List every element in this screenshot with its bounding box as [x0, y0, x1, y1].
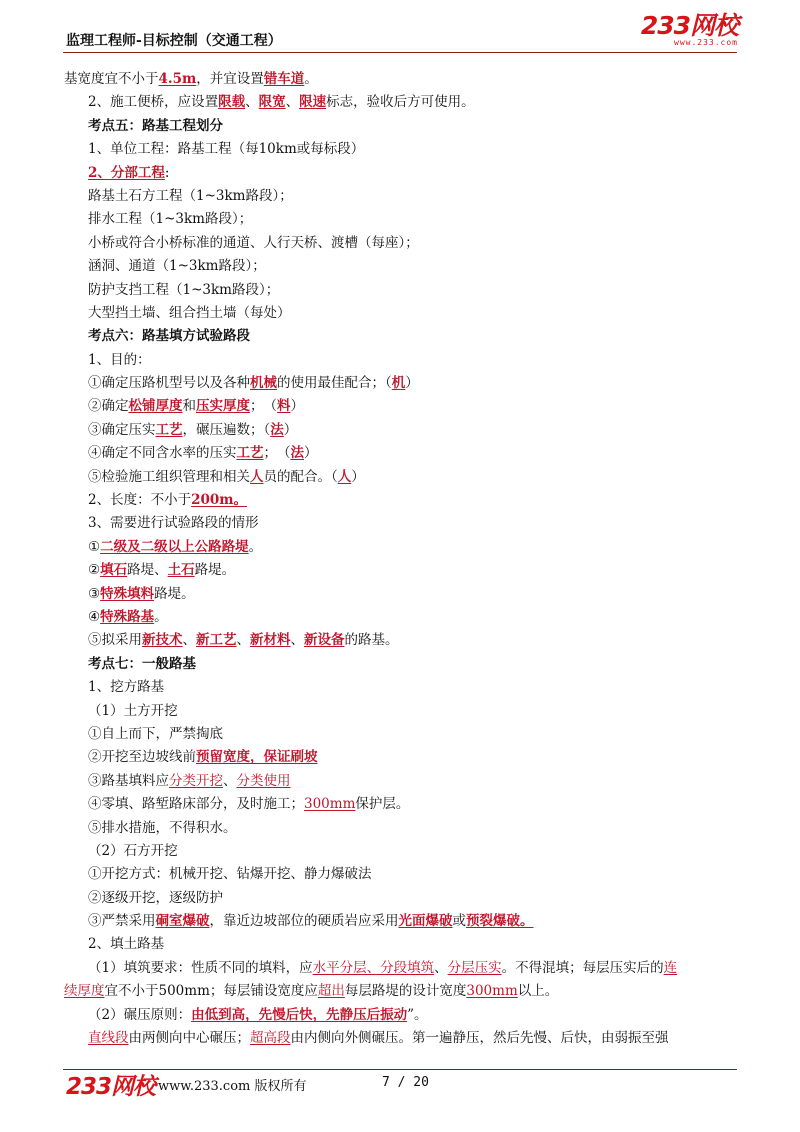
text-run: 、: [182, 632, 196, 649]
highlighted-term: 错车道: [263, 71, 305, 87]
highlighted-term: 限宽: [258, 94, 286, 111]
text-line: [88, 933, 738, 956]
text-line: [88, 817, 738, 840]
text-line: [88, 629, 738, 652]
text-run: 、: [236, 632, 250, 649]
highlighted-term: 超出: [317, 983, 345, 1000]
footer-copyright: www.233.com 版权所有: [158, 1079, 307, 1094]
text-line: [64, 68, 738, 91]
text-run: （2）石方开挖: [88, 842, 178, 859]
text-run: 。: [304, 71, 318, 87]
text-line: [88, 583, 738, 606]
text-run: ②开挖至边坡线前: [88, 749, 196, 766]
text-line: [88, 840, 738, 863]
highlighted-term: 考点七：一般路基: [88, 655, 196, 672]
text-run: ④零填、路堑路床部分，及时施工；: [88, 796, 304, 813]
text-line: [88, 676, 738, 699]
text-line: [88, 115, 738, 138]
text-line: [88, 255, 738, 278]
highlighted-term: 工艺: [236, 445, 264, 462]
text-run: ③: [88, 585, 101, 602]
highlighted-term: 超高段: [250, 1030, 291, 1047]
text-run: 1、单位工程：路基工程（每10km或每标段）: [88, 141, 365, 158]
text-line: [88, 536, 738, 559]
text-run: 由内侧向外侧碾压。第一遍静压，然后先慢、后快，由弱振至强: [290, 1030, 669, 1047]
text-run: 小桥或符合小桥标准的通道、人行天桥、渡槽（每座）；: [88, 234, 419, 251]
text-run: 2、施工便桥，应设置: [88, 94, 219, 111]
highlighted-term: 料: [277, 398, 291, 415]
highlighted-term: 直线段: [88, 1030, 129, 1047]
highlighted-term: 分层压实: [447, 959, 502, 976]
text-run: ，靠近边坡部位的硬质岩应采用: [209, 913, 399, 930]
text-run: 3、需要进行试验路段的情形: [88, 515, 259, 532]
text-run: ①确定压路机型号以及各种: [88, 375, 250, 392]
text-run: 1、目的：: [88, 351, 151, 368]
text-line: [88, 185, 738, 208]
text-run: 大型挡土墙、组合挡土墙（每处）: [88, 304, 291, 321]
text-run: ）: [283, 421, 298, 438]
highlighted-term: 光面爆破: [398, 913, 453, 930]
text-run: 路堤、: [127, 562, 168, 579]
text-run: ①开挖方式：机械开挖、钻爆开挖、静力爆破法: [88, 866, 372, 883]
text-line: [88, 302, 738, 325]
highlighted-term: 分类使用: [236, 772, 291, 789]
text-run: 的路基。: [344, 632, 399, 649]
text-run: 。: [248, 538, 263, 555]
text-run: 。不得混填；每层压实后的: [501, 959, 664, 976]
text-run: 保护层。: [355, 796, 410, 813]
text-line: [88, 863, 738, 886]
text-run: 基宽度宜不小于: [64, 71, 159, 87]
text-run: （2）碾压原则：: [88, 1006, 192, 1023]
highlighted-term: 土石: [167, 562, 195, 579]
text-run: 的使用最佳配合；（: [277, 375, 392, 392]
text-line: [88, 653, 738, 676]
text-line: [88, 512, 738, 535]
text-run: ④: [88, 608, 101, 625]
text-run: ）: [351, 468, 365, 485]
text-run: 每层路堤的设计宽度: [344, 983, 467, 1000]
brand-logo[interactable]: [641, 12, 738, 47]
text-run: （1）填筑要求：性质不同的填料，应: [88, 959, 313, 976]
highlighted-term: 水平分层、分段填筑: [312, 959, 435, 976]
text-run: 2、填土路基: [88, 936, 165, 953]
text-run: ②确定: [88, 398, 129, 415]
header-divider: [63, 52, 737, 53]
text-line: [88, 793, 738, 816]
text-run: ⑤拟采用: [88, 632, 142, 649]
text-run: 路堤。: [194, 562, 236, 579]
highlighted-term: 新材料: [250, 632, 291, 649]
highlighted-term: 考点五：路基工程划分: [88, 117, 223, 134]
header-title: 监理工程师-目标控制（交通工程）: [66, 33, 282, 49]
text-line: [88, 138, 738, 161]
highlighted-term: 人: [337, 468, 352, 485]
text-run: :: [164, 164, 170, 181]
text-run: ⑤排水措施，不得积水。: [88, 819, 237, 836]
highlighted-term: 人: [250, 468, 264, 485]
highlighted-term: 机械: [250, 375, 277, 392]
highlighted-term: 特殊路基: [100, 608, 155, 625]
text-line: [88, 1027, 738, 1050]
document-body: [64, 68, 738, 1050]
text-line: [88, 606, 738, 629]
text-run: 。: [154, 608, 168, 625]
text-run: 、: [434, 959, 448, 976]
highlighted-term: 连: [663, 959, 678, 976]
text-line: [88, 279, 738, 302]
highlighted-term: 松铺厚度: [128, 398, 183, 415]
text-line: [88, 559, 738, 582]
text-run: 、: [285, 94, 300, 111]
highlighted-term: 考点六：路基填方试验路段: [88, 328, 250, 345]
text-line: [88, 325, 738, 348]
highlighted-term: 硐室爆破: [155, 913, 210, 930]
text-line: [88, 419, 738, 442]
highlighted-term: 法: [290, 445, 304, 462]
text-line: [88, 162, 738, 185]
text-line: [88, 746, 738, 769]
footer-logo: 233网校: [66, 1074, 156, 1100]
text-run: 、: [290, 632, 304, 649]
text-line: [88, 442, 738, 465]
text-line: [88, 91, 738, 114]
page-number: 7 / 20: [382, 1075, 429, 1090]
text-run: ③路基填料应: [88, 772, 169, 789]
highlighted-term: 续厚度: [64, 983, 105, 1000]
text-run: 排水工程（1~3km路段）；: [88, 211, 253, 228]
text-line: [88, 489, 738, 512]
text-run: ； （: [263, 445, 291, 462]
text-run: 2、长度：不小于: [88, 492, 192, 509]
text-run: ④确定不同含水率的压实: [88, 445, 237, 462]
highlighted-term: 限速: [299, 94, 327, 111]
text-run: （1）土方开挖: [88, 702, 178, 719]
highlighted-term: 300mm: [466, 983, 518, 1000]
logo-mark: 233网校: [640, 11, 738, 40]
highlighted-term: 法: [270, 421, 284, 438]
text-line: [88, 700, 738, 723]
highlighted-term: 4.5m: [158, 71, 197, 87]
text-run: ③确定压实: [88, 421, 156, 438]
text-line: [88, 466, 738, 489]
text-run: ）: [405, 375, 419, 392]
text-run: ）: [304, 445, 318, 462]
text-line: [88, 770, 738, 793]
highlighted-term: 机: [391, 375, 406, 392]
text-line: [88, 232, 738, 255]
text-line: [88, 208, 738, 231]
highlighted-term: 填石: [100, 562, 128, 579]
text-run: ，并宜设置: [196, 71, 264, 87]
text-run: ②逐级开挖，逐级防护: [88, 889, 223, 906]
text-line: [88, 349, 738, 372]
highlighted-term: 分类开挖: [169, 772, 223, 789]
text-run: ”。: [407, 1006, 428, 1023]
text-run: 员的配合。（: [263, 468, 338, 485]
text-run: ①: [88, 538, 101, 555]
highlighted-term: 由低到高，先慢后快，先静压后振动: [191, 1006, 408, 1023]
highlighted-term: 工艺: [155, 421, 183, 438]
highlighted-term: 预留宽度，保证刷坡: [196, 749, 318, 766]
text-run: 以上。: [517, 983, 559, 1000]
text-run: 防护支挡工程（1~3km路段）；: [88, 281, 280, 298]
text-run: 路堤。: [154, 585, 195, 602]
text-run: 路基土石方工程（1~3km路段）；: [88, 187, 293, 204]
highlighted-term: 300mm: [304, 796, 356, 813]
text-line: [88, 887, 738, 910]
text-run: 由两侧向中心碾压；: [128, 1030, 250, 1047]
text-run: 或: [452, 913, 466, 930]
highlighted-term: 新设备: [304, 632, 345, 649]
highlighted-term: 压实厚度: [196, 398, 250, 415]
text-run: ⑤检验施工组织管理和相关: [88, 468, 250, 485]
highlighted-term: 200m。: [191, 492, 248, 509]
text-run: ③严禁采用: [88, 913, 156, 930]
text-line: [88, 723, 738, 746]
text-line: [88, 395, 738, 418]
highlighted-term: 新技术: [142, 632, 183, 649]
footer-divider: [63, 1069, 737, 1070]
highlighted-term: 特殊填料: [100, 585, 155, 602]
text-run: 涵洞、通道（1~3km路段）；: [88, 258, 266, 275]
highlighted-term: 限载: [218, 94, 246, 111]
highlighted-term: 二级及二级以上公路路堤: [100, 538, 249, 555]
highlighted-term: 新工艺: [196, 632, 237, 649]
text-line: [64, 980, 738, 1003]
text-run: 标志，验收后方可使用。: [326, 94, 475, 111]
highlighted-term: 2、分部工程: [88, 164, 165, 181]
text-run: 、: [223, 772, 237, 789]
text-line: [88, 372, 738, 395]
text-run: ）: [290, 398, 304, 415]
text-run: 和: [182, 398, 196, 415]
text-run: 1、挖方路基: [88, 679, 165, 696]
text-run: 宜不小于500mm；每层铺设宽度应: [104, 983, 318, 1000]
text-line: [88, 957, 738, 980]
text-line: [88, 1004, 738, 1027]
text-run: ，碾压遍数；（: [182, 421, 271, 438]
logo-url: www.233.com: [674, 38, 738, 47]
text-run: ②: [88, 562, 101, 579]
text-line: [88, 910, 738, 933]
text-run: 、: [245, 94, 259, 111]
highlighted-term: 预裂爆破。: [466, 913, 534, 930]
text-run: ①自上而下，严禁掏底: [88, 725, 223, 742]
text-run: ； （: [250, 398, 277, 415]
